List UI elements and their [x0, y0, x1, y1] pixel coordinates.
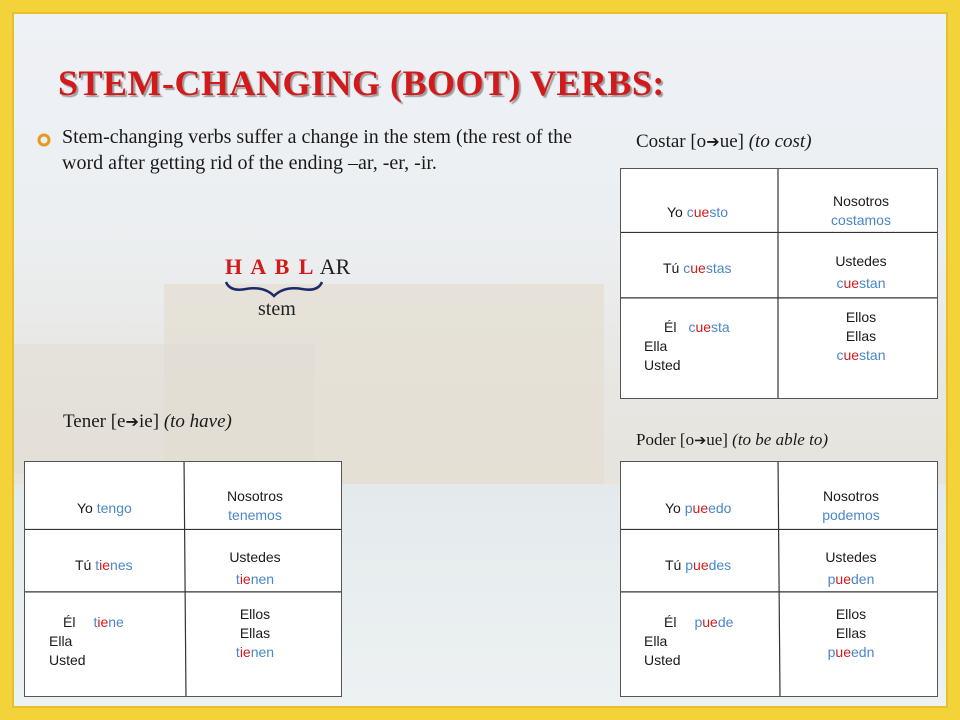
- poder-ustedes: [807, 546, 895, 590]
- verb-end: sto: [709, 204, 728, 220]
- tener-tu: [75, 556, 133, 575]
- verb-change: ue: [693, 557, 709, 573]
- pronoun: Yo: [77, 500, 93, 516]
- pronoun: Él: [664, 319, 677, 335]
- poder-ellos: [807, 605, 895, 662]
- verb-start: p: [827, 571, 836, 587]
- example-stem: H A B L: [225, 254, 316, 279]
- pronoun: Yo: [667, 204, 683, 220]
- verb-end: edo: [708, 500, 732, 516]
- pronoun: Nosotros: [832, 193, 890, 209]
- pronoun: Tú: [75, 557, 92, 573]
- pronoun: Él: [664, 614, 677, 630]
- pronoun: Ellos: [845, 309, 877, 325]
- costar-el: [644, 318, 730, 375]
- verb: costamos: [831, 212, 891, 228]
- tener-conjugation-table: [24, 461, 342, 697]
- poder-heading-end: ue]: [706, 430, 728, 449]
- slide-title: STEM-CHANGING (BOOT) VERBS:: [58, 63, 665, 103]
- pronoun: Ellas: [239, 625, 271, 641]
- costar-conjugation-table: [620, 168, 938, 399]
- pronoun: Ella: [49, 633, 73, 649]
- pronoun: Ellos: [835, 606, 867, 622]
- right-arrow-icon: ➔: [694, 433, 707, 449]
- pronoun: Tú: [665, 557, 682, 573]
- poder-conjugation-table: [620, 461, 938, 697]
- verb-end: stan: [859, 347, 886, 363]
- verb-end: des: [708, 557, 732, 573]
- verb: tengo: [96, 500, 132, 516]
- pronoun: Ustedes: [229, 549, 281, 565]
- verb-end: ne: [108, 614, 124, 630]
- verb-change: ue: [695, 319, 712, 335]
- pronoun: Ella: [644, 338, 668, 354]
- pronoun: Ellos: [239, 606, 271, 622]
- verb-end: den: [851, 571, 875, 587]
- verb-change: ue: [690, 260, 706, 276]
- verb-start: c: [836, 275, 844, 291]
- verb-change: ue: [843, 347, 860, 363]
- costar-tu: [663, 259, 732, 278]
- pronoun: Él: [63, 614, 76, 630]
- verb-change: ie: [239, 571, 251, 587]
- costar-heading-text: Costar [o: [636, 131, 707, 152]
- tener-meaning: (to have): [163, 411, 232, 432]
- verb-end: stas: [705, 260, 732, 276]
- verb: podemos: [822, 507, 880, 523]
- curly-brace-icon: [224, 280, 324, 300]
- verb-end: nen: [250, 644, 275, 660]
- poder-meaning: (to be able to): [732, 430, 828, 449]
- verb-end: nes: [110, 557, 133, 573]
- intro-text: Stem-changing verbs suffer a change in the stem (the rest of the word after getting rid of the ending –ar, -er, -ir.: [62, 126, 573, 174]
- poder-heading-text: Poder [o: [636, 430, 695, 449]
- tener-ustedes: [211, 546, 299, 590]
- verb-change: ie: [99, 557, 111, 573]
- costar-heading: [636, 131, 812, 153]
- pronoun: Yo: [665, 500, 681, 516]
- orange-bullet-icon: [36, 132, 52, 148]
- costar-yo: [667, 203, 728, 222]
- tener-yo: [77, 499, 132, 518]
- stem-caption: stem: [258, 298, 296, 320]
- verb-change: ie: [97, 614, 109, 630]
- tener-nosotros: [211, 487, 299, 525]
- verb-start: c: [686, 204, 694, 220]
- example-ending: AR: [319, 254, 351, 279]
- verb-start: c: [683, 260, 691, 276]
- verb-end: de: [717, 614, 734, 630]
- costar-heading-end: ue]: [719, 131, 744, 152]
- verb-change: ue: [835, 571, 851, 587]
- verb-end: nen: [250, 571, 275, 587]
- verb-end: stan: [859, 275, 886, 291]
- verb-start: c: [836, 347, 844, 363]
- pronoun: Usted: [49, 652, 86, 668]
- costar-nosotros: [817, 192, 905, 230]
- pronoun: Ellas: [845, 328, 877, 344]
- verb: tenemos: [228, 507, 282, 523]
- fortress-wall-image: [14, 344, 314, 474]
- tener-heading: [63, 411, 232, 433]
- verb-change: ue: [702, 614, 718, 630]
- verb-end: edn: [851, 644, 875, 660]
- pronoun: Usted: [644, 652, 681, 668]
- poder-heading: [636, 430, 828, 450]
- right-arrow-icon: ➔: [706, 134, 720, 151]
- verb-change: ue: [843, 275, 860, 291]
- pronoun: Nosotros: [226, 488, 284, 504]
- tener-ellos: [211, 605, 299, 662]
- verb-start: c: [688, 319, 696, 335]
- poder-tu: [665, 556, 731, 575]
- costar-ellos: [817, 308, 905, 365]
- costar-meaning: (to cost): [748, 131, 812, 152]
- verb-start: p: [694, 614, 703, 630]
- verb-start: p: [684, 500, 693, 516]
- verb-change: ue: [835, 644, 851, 660]
- pronoun: Nosotros: [822, 488, 880, 504]
- tener-heading-text: Tener [e: [63, 411, 126, 432]
- poder-el: [644, 613, 733, 670]
- pronoun: Tú: [663, 260, 680, 276]
- pronoun: Usted: [644, 357, 681, 373]
- pronoun: Ustedes: [825, 549, 877, 565]
- pronoun: Ellas: [835, 625, 867, 641]
- verb-start: p: [685, 557, 694, 573]
- poder-yo: [665, 499, 731, 518]
- right-arrow-icon: ➔: [125, 414, 140, 431]
- tener-el: [49, 613, 124, 670]
- verb-start: t: [235, 644, 240, 660]
- verb-change: ie: [239, 644, 251, 660]
- costar-ustedes: [817, 250, 905, 294]
- poder-nosotros: [807, 487, 895, 525]
- pronoun: Ella: [644, 633, 668, 649]
- pronoun: Ustedes: [835, 253, 887, 269]
- verb-start: p: [827, 644, 836, 660]
- verb-change: ue: [692, 500, 709, 516]
- verb-end: sta: [711, 319, 730, 335]
- verb-start: t: [93, 614, 98, 630]
- tener-heading-end: ie]: [139, 411, 160, 432]
- example-verb: [225, 254, 350, 280]
- verb-start: t: [235, 571, 240, 587]
- verb-start: t: [95, 557, 100, 573]
- verb-change: ue: [693, 204, 710, 220]
